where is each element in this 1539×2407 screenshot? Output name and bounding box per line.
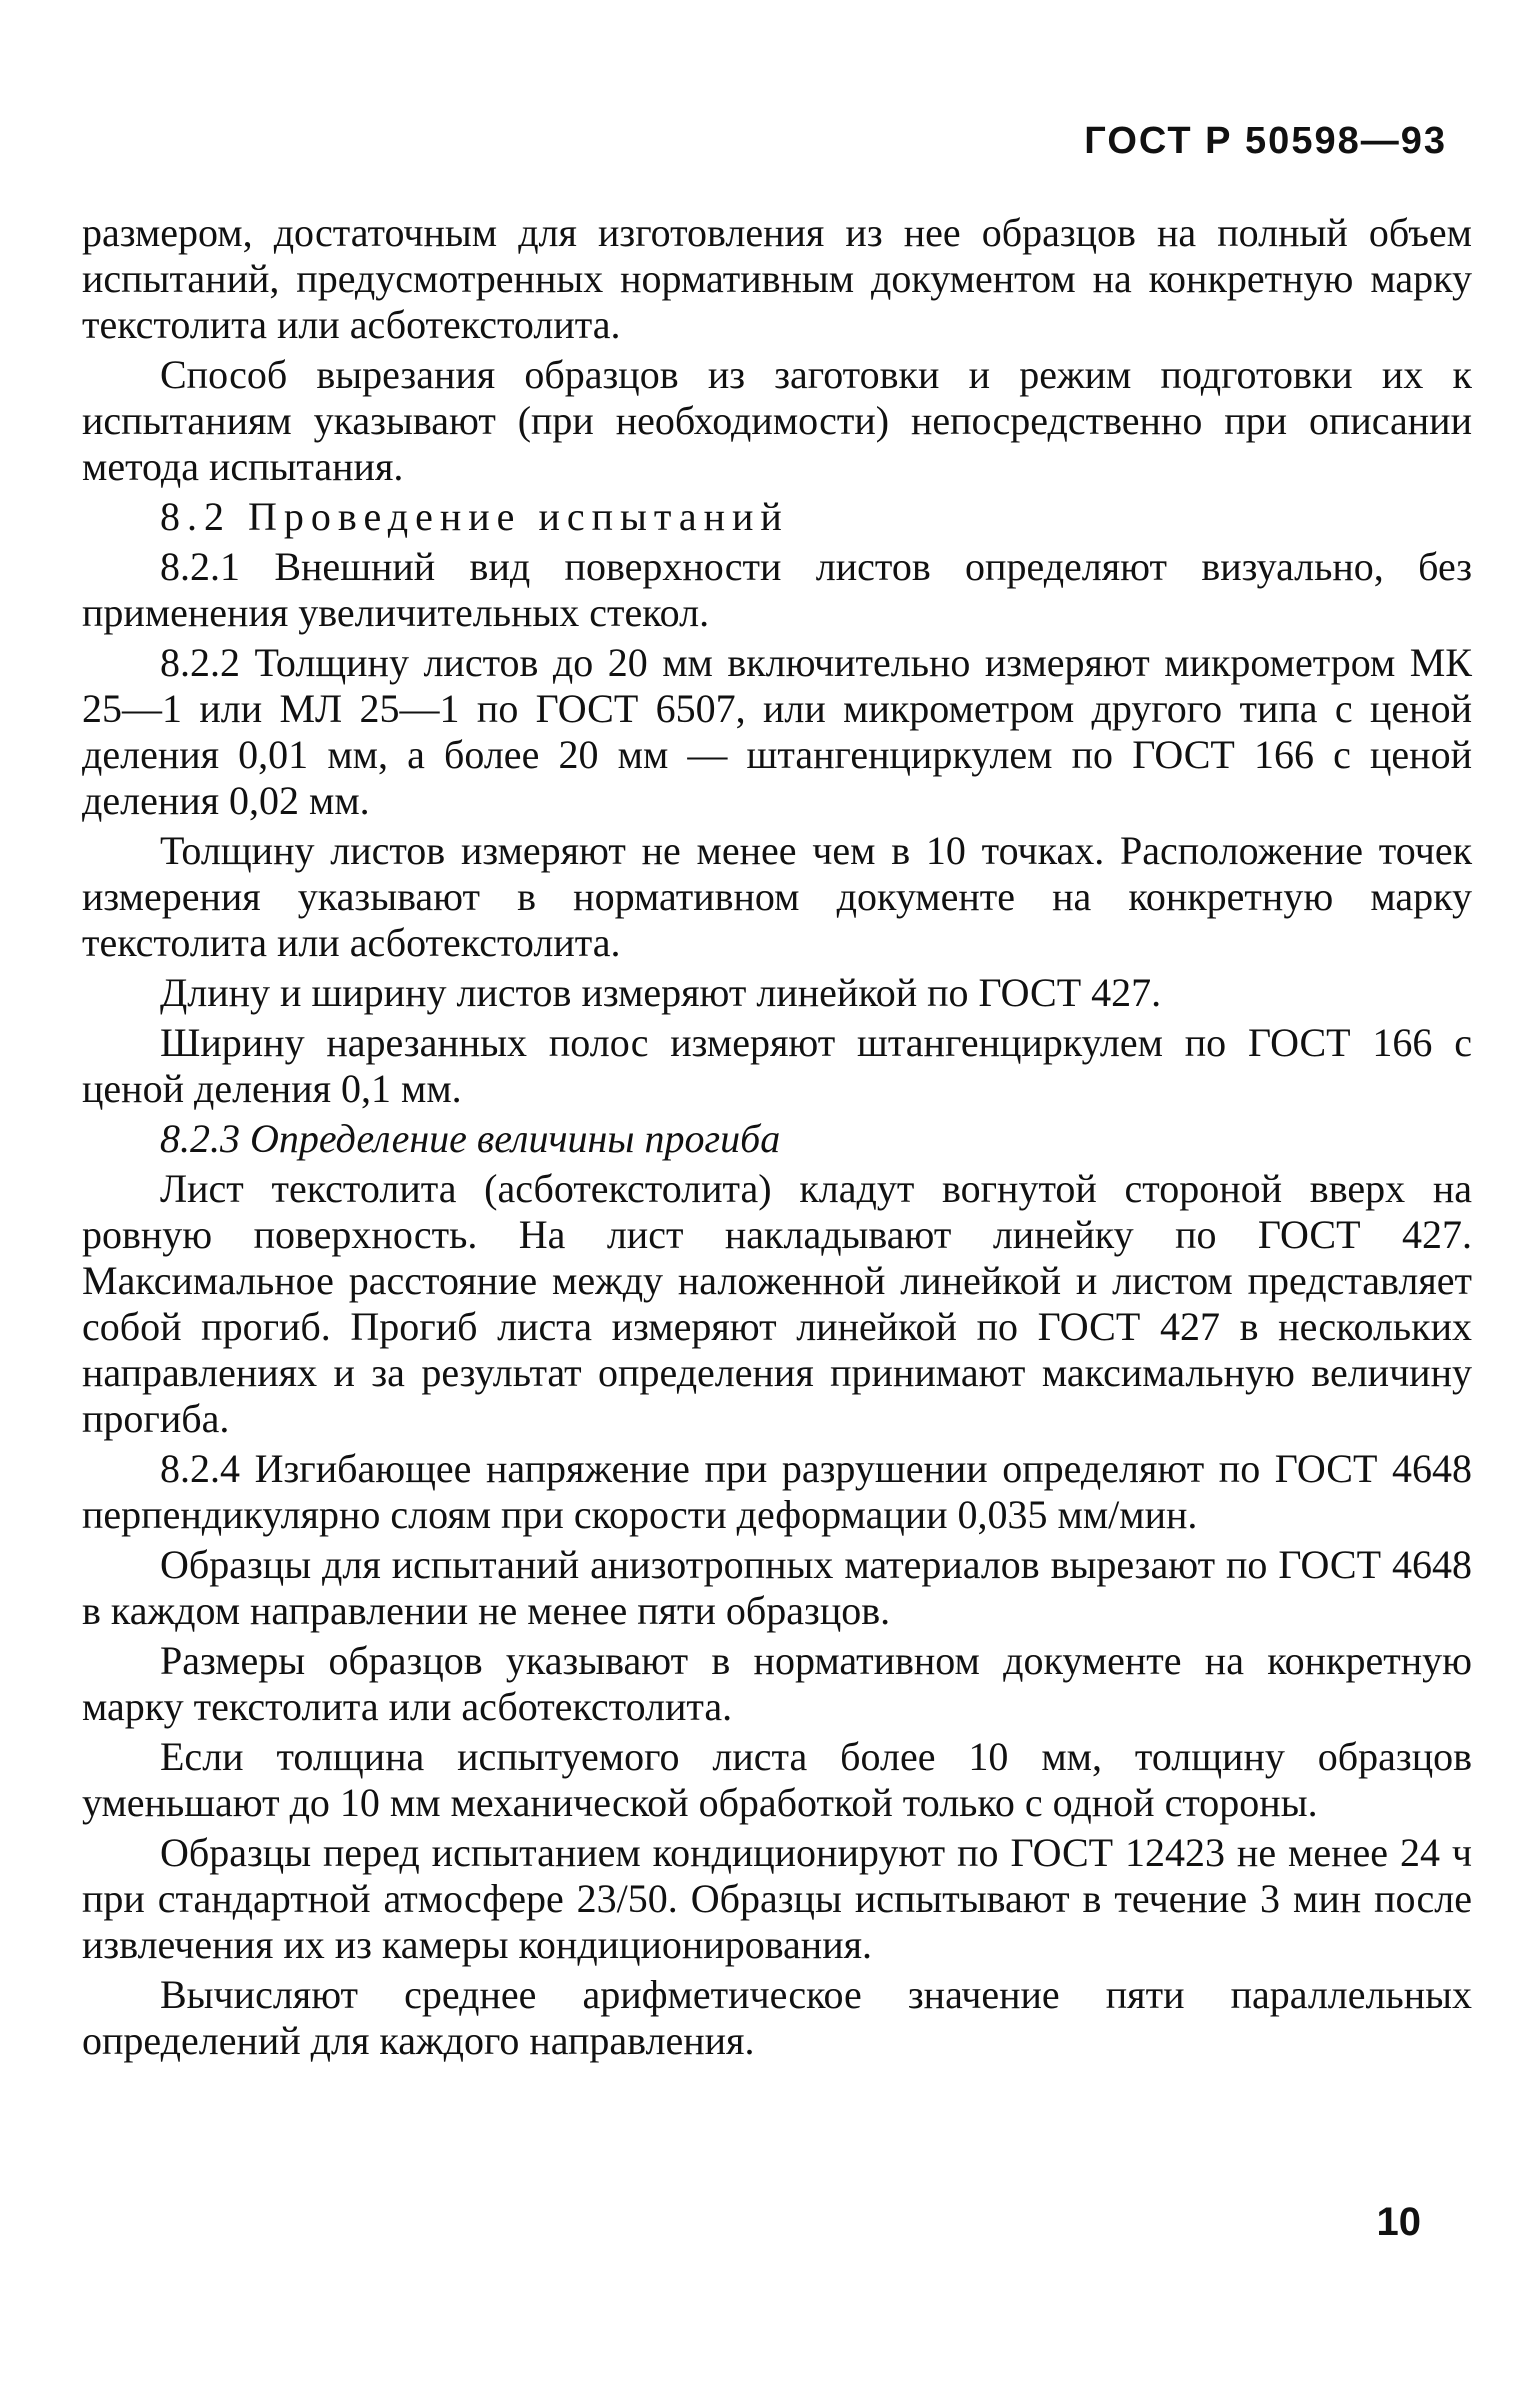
paragraph: размером, достаточным для изготовления из нее образцов на полный объем испытаний, предусмотренных нормативным документом на конкретную марку текстолита или асботекстолита. [82, 210, 1472, 347]
page-number: 10 [1376, 2200, 1421, 2244]
subsection-heading: 8.2.3 Определение величины прогиба [160, 1116, 781, 1161]
paragraph: Длину и ширину листов измеряют линейкой по ГОСТ 427. [160, 970, 1162, 1015]
paragraph: Размеры образцов указывают в нормативном документе на конкретную марку текстолита или асботекстолита. [82, 1638, 1472, 1729]
paragraph: Вычисляют среднее арифметическое значение пяти параллельных определений для каждого направления. [82, 1972, 1472, 2063]
document-body [82, 210, 1472, 2068]
document-header: ГОСТ Р 50598—93 [1084, 120, 1447, 162]
paragraph: 8.2.2 Толщину листов до 20 мм включительно измеряют микрометром МК 25—1 или МЛ 25—1 по ГОСТ 6507, или микрометром другого типа с ценой деления 0,01 мм, а более 20 мм — штангенциркулем по ГОСТ 166 с ценой деления 0,02 мм. [82, 640, 1472, 823]
paragraph: Способ вырезания образцов из заготовки и режим подготовки их к испытаниям указывают (при необходимости) непосредственно при описании метода испытания. [82, 352, 1472, 489]
paragraph: Толщину листов измеряют не менее чем в 10 точках. Расположение точек измерения указывают в нормативном документе на конкретную марку текстолита или асботекстолита. [82, 828, 1472, 965]
paragraph: Если толщина испытуемого листа более 10 мм, толщину образцов уменьшают до 10 мм механической обработкой только с одной стороны. [82, 1734, 1472, 1825]
paragraph: 8.2.1 Внешний вид поверхности листов определяют визуально, без применения увеличительных стекол. [82, 544, 1472, 635]
section-heading: 8.2 Проведение испытаний [160, 494, 789, 539]
paragraph: Образцы для испытаний анизотропных материалов вырезают по ГОСТ 4648 в каждом направлении не менее пяти образцов. [82, 1542, 1472, 1633]
paragraph: Лист текстолита (асботекстолита) кладут вогнутой стороной вверх на ровную поверхность. На лист накладывают линейку по ГОСТ 427. Максимальное расстояние между наложенной линейкой и листом представляет собой прогиб. Прогиб листа измеряют линейкой по ГОСТ 427 в нескольких направлениях и за результат определения принимают максимальную величину прогиба. [82, 1166, 1472, 1441]
paragraph: Образцы перед испытанием кондиционируют по ГОСТ 12423 не менее 24 ч при стандартной атмосфере 23/50. Образцы испытывают в течение 3 мин после извлечения их из камеры кондиционирования. [82, 1830, 1472, 1967]
paragraph: 8.2.4 Изгибающее напряжение при разрушении определяют по ГОСТ 4648 перпендикулярно слоям при скорости деформации 0,035 мм/мин. [82, 1446, 1472, 1537]
paragraph: Ширину нарезанных полос измеряют штангенциркулем по ГОСТ 166 с ценой деления 0,1 мм. [82, 1020, 1472, 1111]
